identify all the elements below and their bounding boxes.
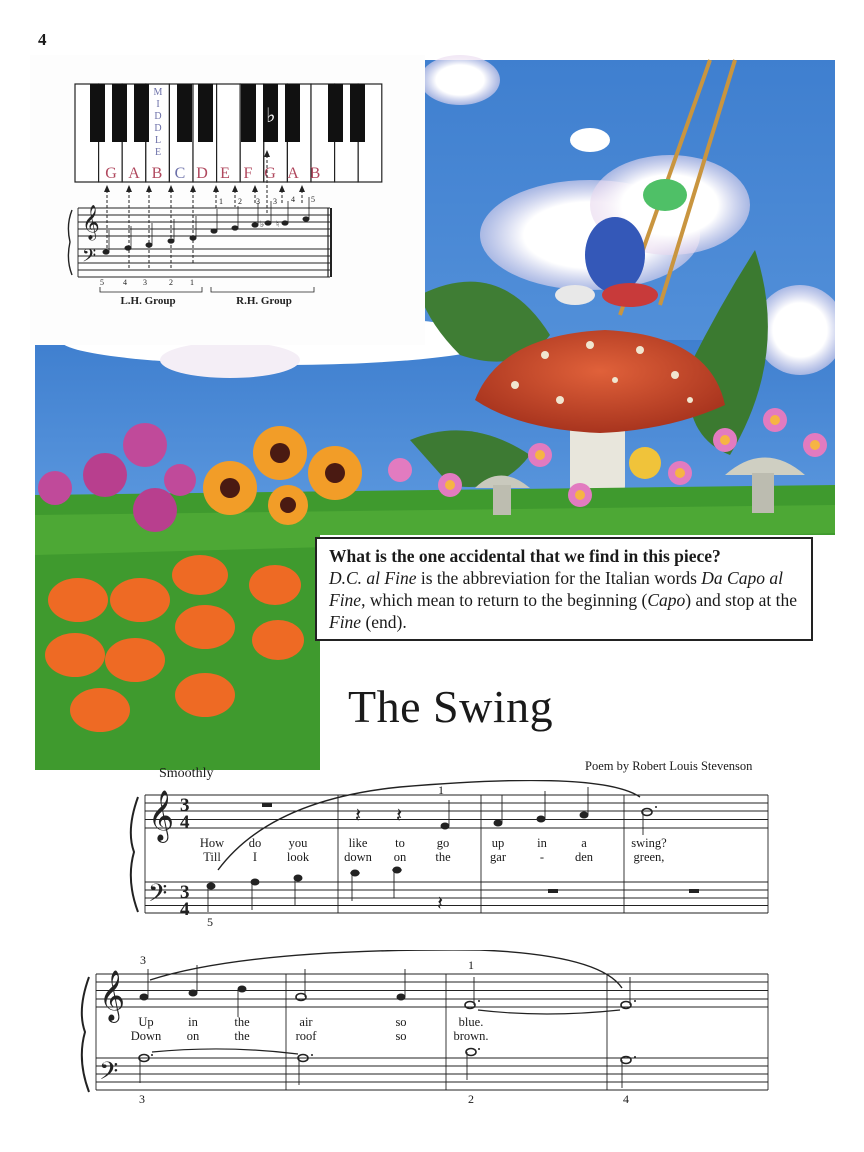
svg-text:3: 3	[256, 197, 260, 206]
svg-text:4: 4	[180, 812, 190, 833]
flat-symbol: ♭	[266, 105, 276, 127]
svg-text:B: B	[309, 165, 321, 182]
svg-text:E: E	[220, 165, 230, 182]
svg-text:𝄞: 𝄞	[82, 206, 100, 239]
fingering-number: 1	[468, 958, 474, 972]
svg-text:A: A	[128, 165, 140, 182]
svg-text:G: G	[105, 165, 117, 182]
fingering-number: 3	[139, 1092, 145, 1106]
svg-text:3: 3	[180, 882, 190, 903]
svg-text:𝄞: 𝄞	[99, 971, 126, 1020]
lyric-verse2: Till	[203, 850, 221, 864]
svg-text:𝄢: 𝄢	[99, 1058, 119, 1091]
fingering-number: 4	[623, 1092, 629, 1106]
lyric-verse2: look	[286, 850, 310, 864]
page-number: 4	[38, 30, 47, 49]
lyric-verse2: den	[574, 850, 594, 864]
lyric-verse1: swing?	[631, 836, 667, 850]
lyric-verse1: in	[188, 1015, 198, 1029]
lyric-verse2: the	[435, 850, 451, 864]
svg-text:3: 3	[273, 197, 277, 206]
lyric-verse1: you	[288, 836, 308, 850]
lh-group-label: L.H. Group	[120, 295, 176, 307]
lyric-verse2: I	[252, 850, 258, 864]
callout-fine: Fine	[329, 612, 362, 632]
lyric-verse1: up	[491, 836, 505, 850]
keyboard-diagram	[30, 55, 425, 345]
svg-text:5: 5	[100, 278, 104, 287]
lyric-verse1: Up	[138, 1015, 154, 1029]
svg-text:D: D	[154, 111, 162, 122]
svg-text:𝄞: 𝄞	[148, 791, 175, 840]
lyric-verse1: go	[436, 836, 450, 850]
callout-text: (end).	[361, 612, 407, 632]
lyric-verse1: to	[395, 836, 405, 850]
lyric-verse1: the	[234, 1015, 250, 1029]
lyric-verse2: roof	[295, 1029, 317, 1043]
callout-text: , which mean to return to the beginning (	[361, 590, 648, 610]
lyric-verse2: so	[395, 1029, 407, 1043]
svg-text:L: L	[154, 135, 162, 146]
fingering-number: 3	[140, 953, 146, 967]
poem-credit: Poem by Robert Louis Stevenson	[585, 759, 753, 773]
lyric-verse2: on	[393, 850, 407, 864]
lyric-verse2: gar	[490, 850, 506, 864]
svg-text:D: D	[196, 165, 208, 182]
svg-text:4: 4	[180, 899, 190, 920]
callout-term: D.C. al Fine	[329, 568, 417, 588]
lyric-verse2: green,	[633, 850, 665, 864]
callout-capo: Capo	[647, 590, 686, 610]
lyric-verse1: in	[537, 836, 547, 850]
rh-group-label: R.H. Group	[236, 295, 292, 307]
svg-text:2: 2	[169, 278, 173, 287]
lyric-verse1: do	[248, 836, 262, 850]
svg-text:I: I	[156, 99, 160, 110]
svg-text:𝄽: 𝄽	[396, 805, 403, 827]
svg-text:B: B	[151, 165, 163, 182]
lyric-verse1: a	[581, 836, 587, 850]
lyric-verse2: brown.	[453, 1029, 489, 1043]
mini-grand-staff	[78, 208, 331, 277]
svg-text:G: G	[264, 165, 276, 182]
svg-text:D: D	[154, 123, 162, 134]
svg-text:♭: ♭	[260, 219, 265, 229]
svg-text:E: E	[154, 147, 162, 158]
lyric-verse2: -	[539, 850, 545, 864]
lyric-verse2: the	[234, 1029, 250, 1043]
svg-text:3: 3	[143, 278, 147, 287]
svg-text:1: 1	[219, 197, 223, 206]
svg-text:4: 4	[123, 278, 127, 287]
svg-text:1: 1	[190, 278, 194, 287]
svg-text:𝄽: 𝄽	[355, 805, 362, 827]
svg-text:♮: ♮	[276, 219, 280, 229]
lyric-verse1: How	[199, 836, 225, 850]
lyric-verse1: so	[395, 1015, 407, 1029]
fingering-number: 2	[468, 1092, 474, 1106]
callout-italian-words: Da Capo al Fine	[329, 568, 783, 610]
callout-question: What is the one accidental that we find in this piece?	[329, 546, 721, 566]
tempo-marking: Smoothly	[159, 766, 214, 781]
svg-text:5: 5	[311, 195, 315, 204]
lyric-verse2: Down	[130, 1029, 162, 1043]
svg-text:F: F	[243, 165, 253, 182]
info-callout-box	[315, 537, 813, 641]
svg-text:4: 4	[291, 195, 295, 204]
svg-text:𝄢: 𝄢	[148, 880, 168, 913]
lyric-verse1: blue.	[458, 1015, 484, 1029]
svg-text:A: A	[287, 165, 299, 182]
lh-fingering	[100, 278, 194, 287]
fingering-number: 5	[207, 915, 213, 929]
callout-text: is the abbreviation for the Italian words	[416, 568, 702, 588]
svg-text:𝄢: 𝄢	[82, 245, 97, 270]
svg-text:M: M	[153, 87, 163, 98]
lyric-verse2: on	[186, 1029, 200, 1043]
svg-text:C: C	[174, 165, 186, 182]
lyric-verse1: air	[299, 1015, 313, 1029]
fingering-number: 1	[438, 783, 444, 797]
song-title: The Swing	[348, 681, 554, 732]
svg-text:𝄽: 𝄽	[437, 893, 444, 915]
svg-text:3: 3	[180, 795, 190, 816]
svg-text:2: 2	[238, 197, 242, 206]
lyric-verse1: like	[348, 836, 368, 850]
lyric-verse2: down	[344, 850, 372, 864]
callout-text: ) and stop at the	[685, 590, 798, 610]
